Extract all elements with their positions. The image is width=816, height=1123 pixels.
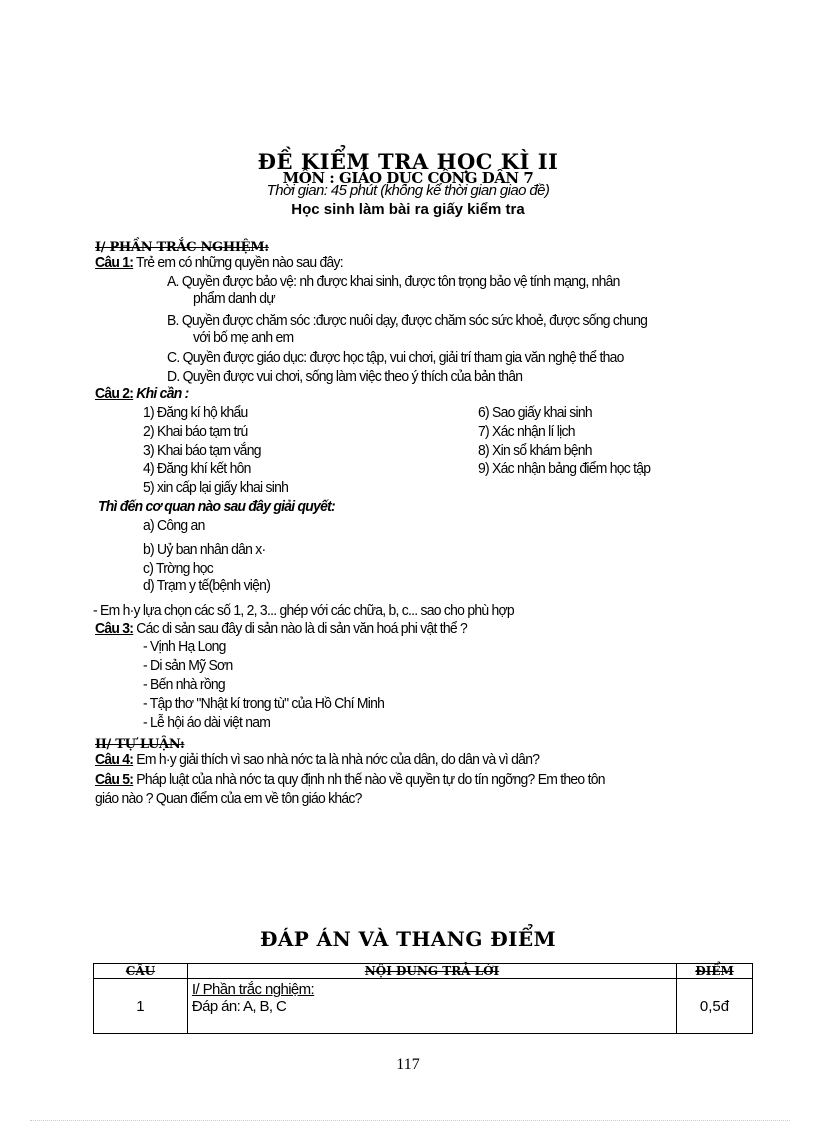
row-number: 1 xyxy=(94,979,188,1034)
q2-item-8: 8) Xin sổ khám bệnh xyxy=(478,442,592,459)
exam-title: ĐỀ KIỂM TRA HỌC KÌ II xyxy=(257,149,559,174)
answer-table xyxy=(93,963,753,1034)
q3-item-2: - Di sản Mỹ Sơn xyxy=(143,657,233,674)
col-header-score: ĐIỂM xyxy=(677,964,753,979)
q2-subheading: Thì đến cơ quan nào sau đây giải quyết: xyxy=(98,498,335,515)
q3-item-3: - Bến nhà rồng xyxy=(143,676,225,693)
q5-label: Câu 5: xyxy=(95,771,134,788)
exam-subject: MÔN : GIÁO DỤC CÔNG DÂN 7 xyxy=(282,169,534,187)
q2 xyxy=(95,385,189,402)
q2-item-6: 6) Sao giấy khai sinh xyxy=(478,404,592,421)
q3 xyxy=(95,620,467,637)
q3-item-4: - Tập thơ "Nhật kí trong tù" của Hồ Chí Minh xyxy=(143,695,385,712)
q2-instruction: - Em h·y lựa chọn các số 1, 2, 3... ghép với các chữa, b, c... sao cho phù hợp xyxy=(93,602,514,619)
q2-item-2: 2) Khai báo tạm trú xyxy=(143,423,248,440)
q5-text-cont: giáo nào ? Quan điểm của em về tôn giáo khác? xyxy=(95,790,362,807)
q2-text: Khi cần : xyxy=(133,385,189,402)
q3-label: Câu 3: xyxy=(95,620,134,637)
q2-agency-b: b) Uỷ ban nhân dân x· xyxy=(143,541,266,558)
exam-instruction: Học sinh làm bài ra giấy kiểm tra xyxy=(291,201,525,218)
q2-item-5: 5) xin cấp lại giấy khai sinh xyxy=(143,479,289,496)
q2-agency-a: a) Công an xyxy=(143,517,205,534)
table-row xyxy=(94,979,753,1034)
q3-text: Các di sản sau đây di sản nào là di sản văn hoá phi vật thể ? xyxy=(133,620,468,637)
q2-agency-d: d) Trạm y tế(bệnh viện) xyxy=(143,577,271,594)
q1-option-b-cont: với bố mẹ anh em xyxy=(193,329,294,346)
q2-agency-c: c) Trờng học xyxy=(143,560,214,577)
q1-text: Trẻ em có những quyền nào sau đây: xyxy=(133,254,343,271)
q1-option-c: C. Quyền được giáo dục: được học tập, vui chơi, giải trí tham gia văn nghệ thể thao xyxy=(167,349,624,366)
q2-item-1: 1) Đăng kí hộ khẩu xyxy=(143,404,248,421)
exam-time: Thời gian: 45 phút (không kể thời gian giao đề) xyxy=(266,182,550,199)
q4-text: Em h·y giải thích vì sao nhà nớc ta là nhà nớc của dân, do dân và vì dân? xyxy=(133,751,540,768)
q2-item-7: 7) Xác nhận lí lịch xyxy=(478,423,575,440)
q5 xyxy=(95,771,605,788)
q1-option-a: A. Quyền được bảo vệ: nh được khai sinh, được tôn trọng bảo vệ tính mạng, nhân xyxy=(167,273,620,290)
part2-heading: II/ TỰ LUẬN: xyxy=(95,737,185,752)
q1 xyxy=(95,254,343,271)
q4-label: Câu 4: xyxy=(95,751,134,768)
q2-item-3: 3) Khai báo tạm vắng xyxy=(143,442,261,459)
q1-label: Câu 1: xyxy=(95,254,134,271)
footer-divider xyxy=(30,1120,790,1121)
part1-heading: I/ PHẦN TRẮC NGHIỆM: xyxy=(95,240,269,255)
page-number: 117 xyxy=(396,1056,420,1073)
row-section: I/ Phần trắc nghiệm: xyxy=(191,981,315,998)
row-answer: Đáp án: A, B, C xyxy=(191,998,287,1015)
row-content xyxy=(187,979,676,1034)
row-score: 0,5đ xyxy=(677,979,753,1034)
q2-label: Câu 2: xyxy=(95,385,134,402)
col-header-number: CÂU xyxy=(94,964,188,979)
q2-item-4: 4) Đăng khí kết hôn xyxy=(143,460,251,477)
q5-text: Pháp luật của nhà nớc ta quy định nh thế nào về quyền tự do tín ngỡng? Em theo tôn xyxy=(133,771,605,788)
answer-table-header xyxy=(94,964,753,979)
answer-key-title: ĐÁP ÁN VÀ THANG ĐIỂM xyxy=(259,927,557,951)
q3-item-1: - Vịnh Hạ Long xyxy=(143,638,226,655)
q2-item-9: 9) Xác nhận bảng điểm học tập xyxy=(478,460,651,477)
q4 xyxy=(95,751,539,768)
q1-option-b: B. Quyền được chăm sóc :được nuôi dạy, được chăm sóc sức khoẻ, được sống chung xyxy=(167,312,648,329)
col-header-content: NỘI DUNG TRẢ LỜI xyxy=(187,964,676,979)
q3-item-5: - Lễ hội áo dài việt nam xyxy=(143,714,271,731)
q1-option-a-cont: phẩm danh dự xyxy=(193,290,275,307)
q1-option-d: D. Quyền được vui chơi, sống làm việc theo ý thích của bản thân xyxy=(167,368,523,385)
